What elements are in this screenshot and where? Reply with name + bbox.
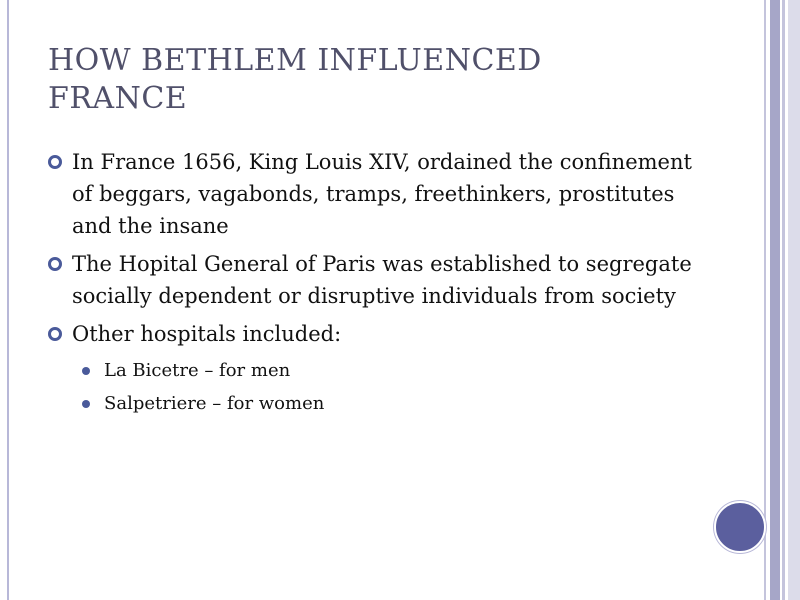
filled-circle-bullet-icon [82, 367, 90, 375]
bullet-text: In France 1656, King Louis XIV, ordained the confinement of beggars, vagabonds, tramps, freethinkers, prostitutes and the insane [72, 150, 692, 238]
stripe [770, 0, 780, 600]
bullet-item [44, 248, 704, 312]
sub-bullet-item [44, 389, 704, 419]
stripe [764, 0, 766, 600]
circle-decoration [714, 501, 766, 553]
hollow-circle-bullet-icon [48, 327, 62, 341]
bullet-text: Other hospitals included: [72, 322, 342, 346]
sub-bullet-text: Salpetriere – for women [104, 393, 325, 414]
filled-circle-bullet-icon [82, 400, 90, 408]
right-decorative-stripes [764, 0, 800, 600]
sub-bullet-text: La Bicetre – for men [104, 360, 291, 381]
hollow-circle-bullet-icon [48, 155, 62, 169]
hollow-circle-bullet-icon [48, 257, 62, 271]
bullet-item [44, 318, 704, 350]
bullet-item [44, 146, 704, 242]
bullet-text: The Hopital General of Paris was established to segregate socially dependent or disruptive individuals from society [72, 252, 692, 308]
sub-bullet-item [44, 356, 704, 386]
slide-body [44, 146, 704, 422]
stripe [782, 0, 785, 600]
stripe [788, 0, 800, 600]
slide-title: HOW BETHLEM INFLUENCED FRANCE [48, 43, 542, 116]
left-border-line [7, 0, 9, 600]
